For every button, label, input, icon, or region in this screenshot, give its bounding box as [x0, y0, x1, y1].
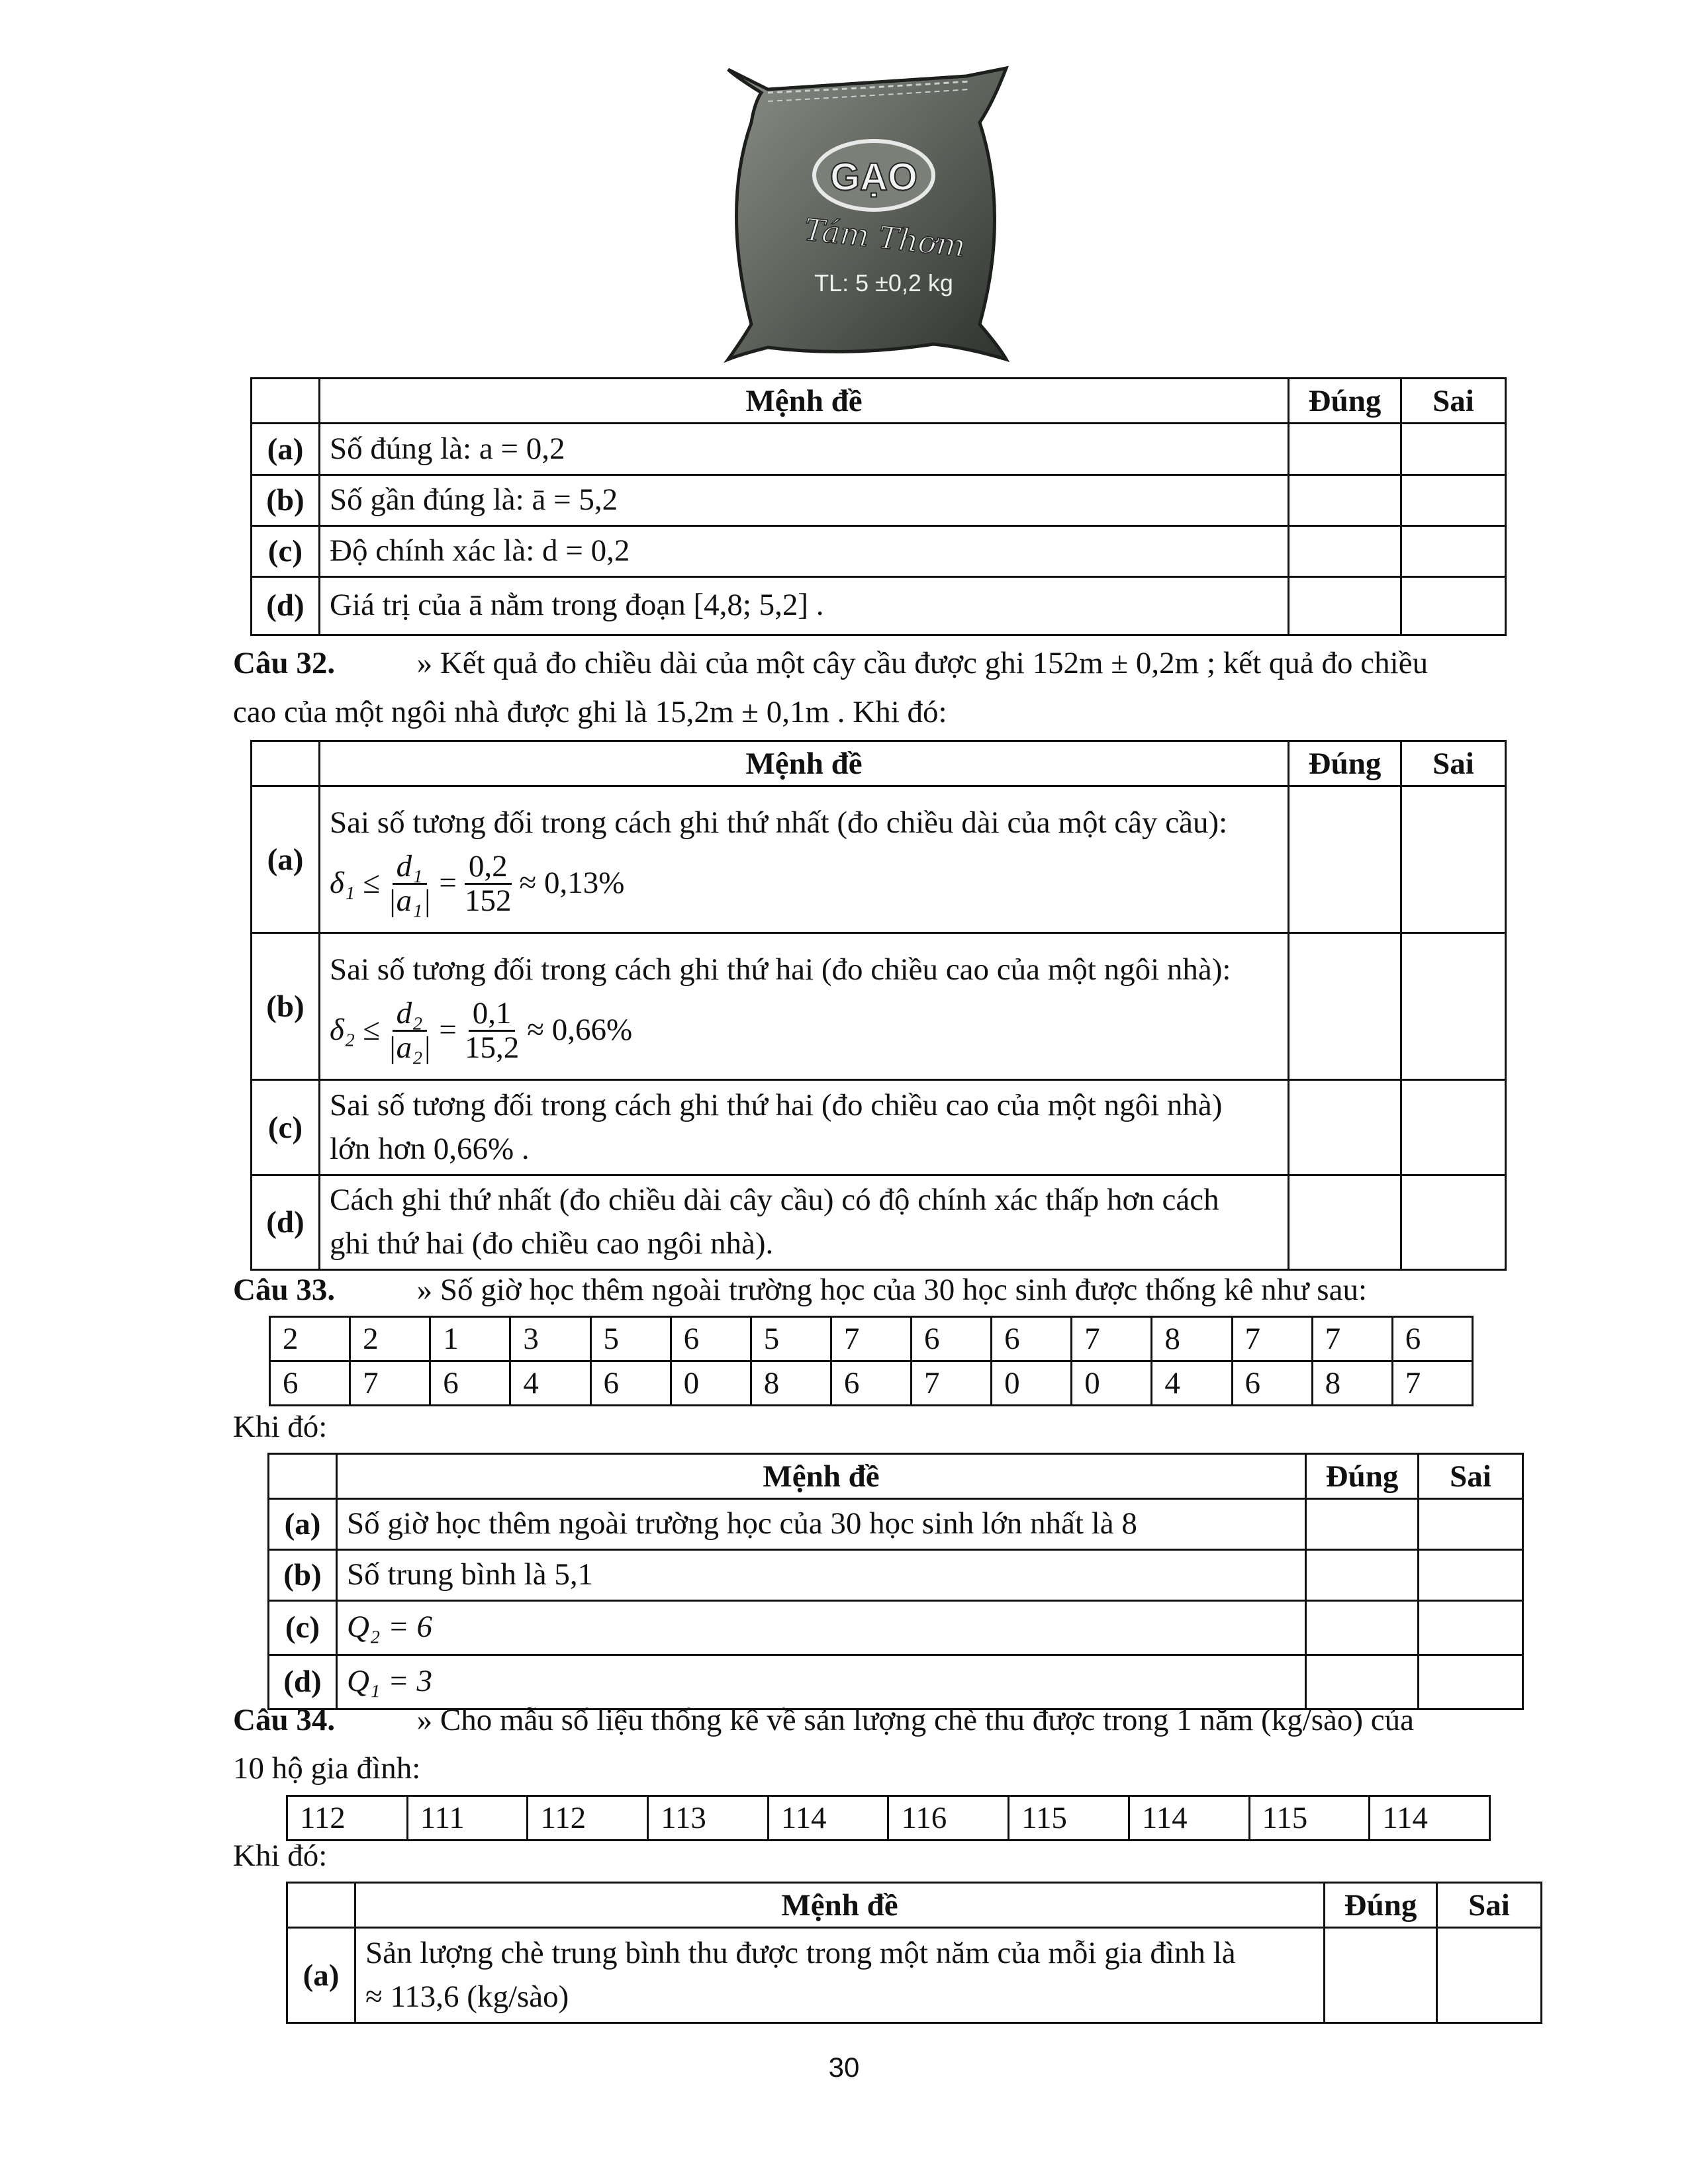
statement-text: ghi thứ hai (đo chiều cao ngôi nhà). — [330, 1226, 774, 1261]
row-label: (c) — [252, 525, 320, 576]
data-cell: 7 — [1392, 1361, 1472, 1406]
formula-left: δ₁ ≤ — [330, 866, 380, 901]
header-statement: Mệnh đề — [355, 1883, 1325, 1928]
true-answer-cell[interactable] — [1289, 576, 1401, 635]
row-label: (a) — [252, 786, 320, 933]
row-label: (a) — [269, 1499, 337, 1550]
data-cell: 0 — [671, 1361, 751, 1406]
statement-text: lớn hơn 0,66% . — [330, 1131, 530, 1166]
header-blank — [269, 1454, 337, 1499]
data-cell: 112 — [287, 1796, 408, 1841]
data-cell: 115 — [1249, 1796, 1370, 1841]
statement-cell — [320, 786, 1289, 933]
header-blank — [252, 379, 320, 424]
row-label: (d) — [252, 576, 320, 635]
statement-text: Giá trị của ā nằm trong đoạn [4,8; 5,2] . — [320, 576, 1289, 635]
data-row — [270, 1317, 1473, 1361]
data-cell: 3 — [510, 1317, 590, 1361]
statement-text: Q₂ = 6 — [337, 1600, 1306, 1655]
row-label: (c) — [252, 1080, 320, 1175]
formula-right: ≈ 0,13% — [519, 866, 625, 901]
data-cell: 111 — [407, 1796, 528, 1841]
row-label: (a) — [287, 1928, 355, 2023]
statement-text: Số trung bình là 5,1 — [337, 1549, 1306, 1600]
true-answer-cell[interactable] — [1289, 1175, 1401, 1270]
data-table-q34 — [286, 1795, 1491, 1841]
data-cell: 7 — [1072, 1317, 1152, 1361]
khi-do-label: Khi đó: — [233, 1410, 328, 1444]
data-cell: 7 — [912, 1361, 992, 1406]
statement-cell — [355, 1928, 1325, 2023]
data-cell: 7 — [831, 1317, 911, 1361]
statement-text: Cách ghi thứ nhất (đo chiều dài cây cầu) có độ chính xác thấp hơn cách — [330, 1183, 1219, 1217]
header-true: Đúng — [1289, 379, 1401, 424]
data-cell: 5 — [751, 1317, 831, 1361]
data-cell: 112 — [528, 1796, 648, 1841]
question-number: Câu 34. — [233, 1703, 336, 1737]
data-cell: 7 — [1312, 1317, 1392, 1361]
true-answer-cell[interactable] — [1325, 1928, 1437, 2023]
false-answer-cell[interactable] — [1401, 786, 1506, 933]
page-number: 30 — [828, 2052, 860, 2083]
header-blank — [252, 741, 320, 786]
data-cell: 6 — [590, 1361, 671, 1406]
false-answer-cell[interactable] — [1437, 1928, 1542, 2023]
data-cell: 5 — [590, 1317, 671, 1361]
statement-text: Sai số tương đối trong cách ghi thứ hai (đo chiều cao của một ngôi nhà) — [330, 1087, 1223, 1122]
data-cell: 114 — [768, 1796, 888, 1841]
data-cell: 115 — [1009, 1796, 1129, 1841]
header-true: Đúng — [1306, 1454, 1419, 1499]
rice-bag-name: Tám Thơm — [802, 211, 968, 264]
data-cell: 6 — [270, 1361, 350, 1406]
data-cell: 114 — [1370, 1796, 1490, 1841]
question-text: » Kết quả đo chiều dài của một cây cầu được ghi 152m ± 0,2m ; kết quả đo chiều — [416, 646, 1429, 680]
header-statement: Mệnh đề — [337, 1454, 1306, 1499]
question-32-line2: cao của một ngôi nhà được ghi là 15,2m ± 0,1m . Khi đó: — [233, 695, 947, 729]
statement-text: Sai số tương đối trong cách ghi thứ nhất (đo chiều dài của một cây cầu): — [330, 805, 1228, 840]
row-label: (b) — [252, 933, 320, 1080]
question-32-line1 — [233, 641, 1511, 686]
row-label: (c) — [269, 1600, 337, 1655]
row-label: (b) — [252, 475, 320, 526]
statement-text: Số giờ học thêm ngoài trường học của 30 học sinh lớn nhất là 8 — [337, 1499, 1306, 1550]
header-true: Đúng — [1289, 741, 1401, 786]
row-label: (d) — [252, 1175, 320, 1270]
rice-bag-brand: GẠO — [829, 156, 918, 199]
false-answer-cell[interactable] — [1401, 576, 1506, 635]
statement-text: Sản lượng chè trung bình thu được trong một năm của mỗi gia đình là — [365, 1935, 1236, 1970]
fraction-numerator: d₂ — [393, 997, 427, 1032]
false-answer-cell[interactable] — [1401, 475, 1506, 526]
statement-text: Q₁ = 3 — [337, 1655, 1306, 1709]
data-row — [287, 1796, 1490, 1841]
false-answer-cell[interactable] — [1419, 1600, 1523, 1655]
fraction-numerator: d₁ — [393, 850, 427, 885]
header-false: Sai — [1419, 1454, 1523, 1499]
false-answer-cell[interactable] — [1401, 525, 1506, 576]
data-cell: 0 — [1072, 1361, 1152, 1406]
data-cell: 8 — [1152, 1317, 1232, 1361]
statement-text: Số gần đúng là: ā = 5,2 — [320, 475, 1289, 526]
header-false: Sai — [1437, 1883, 1542, 1928]
data-cell: 0 — [992, 1361, 1072, 1406]
question-number: Câu 33. — [233, 1273, 336, 1307]
fraction — [384, 997, 436, 1065]
true-answer-cell[interactable] — [1306, 1600, 1419, 1655]
data-cell: 7 — [1232, 1317, 1312, 1361]
question-number: Câu 32. — [233, 646, 336, 680]
fraction-denominator: 152 — [464, 883, 512, 918]
rice-bag-image — [715, 63, 1019, 364]
row-label: (a) — [252, 424, 320, 475]
relative-error-formula: δ₁ ≤ $\frac{\text{d₁}}{\text{|a₁|}}$ = $\frac{0,2}{152}$ ≈ 0,13% — [330, 848, 625, 918]
question-34-line1 — [233, 1698, 1511, 1743]
data-table-q33 — [269, 1316, 1474, 1406]
statement-table-q33 — [267, 1453, 1524, 1710]
fraction — [461, 997, 523, 1065]
statement-cell — [320, 933, 1289, 1080]
rice-bag-drawing — [715, 63, 1019, 364]
header-true: Đúng — [1325, 1883, 1437, 1928]
statement-text: ≈ 113,6 (kg/sào) — [365, 1979, 569, 2014]
data-cell: 114 — [1129, 1796, 1249, 1841]
fraction-denominator: |a₁| — [387, 883, 432, 918]
false-answer-cell[interactable] — [1401, 933, 1506, 1080]
data-cell: 6 — [831, 1361, 911, 1406]
false-answer-cell[interactable] — [1401, 1080, 1506, 1175]
true-answer-cell[interactable] — [1306, 1549, 1419, 1600]
true-answer-cell[interactable] — [1306, 1499, 1419, 1550]
statement-table-q34 — [286, 1882, 1542, 2024]
formula-left: δ₂ ≤ — [330, 1013, 380, 1048]
fraction — [461, 850, 516, 918]
data-cell: 2 — [350, 1317, 430, 1361]
statement-text: Độ chính xác là: d = 0,2 — [320, 525, 1289, 576]
row-label: (d) — [269, 1655, 337, 1709]
true-answer-cell[interactable] — [1289, 933, 1401, 1080]
khi-do-label: Khi đó: — [233, 1839, 328, 1873]
data-cell: 2 — [270, 1317, 350, 1361]
relative-error-formula: δ₂ ≤ $\frac{\text{d₂}}{\text{|a₂|}}$ = $\frac{0,1}{15,2}$ ≈ 0,66% — [330, 995, 633, 1065]
header-statement: Mệnh đề — [320, 741, 1289, 786]
true-answer-cell[interactable] — [1289, 1080, 1401, 1175]
statement-text: Sai số tương đối trong cách ghi thứ hai (đo chiều cao của một ngôi nhà): — [330, 952, 1231, 987]
data-cell: 116 — [888, 1796, 1009, 1841]
false-answer-cell[interactable] — [1401, 1175, 1506, 1270]
fraction-numerator: 0,1 — [469, 997, 516, 1032]
row-label: (b) — [269, 1549, 337, 1600]
data-cell: 6 — [992, 1317, 1072, 1361]
data-cell: 113 — [648, 1796, 769, 1841]
header-false: Sai — [1401, 741, 1506, 786]
true-answer-cell[interactable] — [1289, 475, 1401, 526]
false-answer-cell[interactable] — [1401, 424, 1506, 475]
header-false: Sai — [1401, 379, 1506, 424]
statement-table-q32 — [250, 740, 1507, 1271]
true-answer-cell[interactable] — [1289, 424, 1401, 475]
data-cell: 6 — [430, 1361, 510, 1406]
data-cell: 7 — [350, 1361, 430, 1406]
question-text: » Cho mẫu số liệu thống kê về sản lượng chè thu được trong 1 năm (kg/sào) của — [416, 1703, 1415, 1737]
header-statement: Mệnh đề — [320, 379, 1289, 424]
data-cell: 4 — [510, 1361, 590, 1406]
data-cell: 8 — [1312, 1361, 1392, 1406]
statement-cell — [320, 1175, 1289, 1270]
data-cell: 4 — [1152, 1361, 1232, 1406]
question-34-line2: 10 hộ gia đình: — [233, 1751, 421, 1786]
data-cell: 6 — [912, 1317, 992, 1361]
statement-cell — [320, 1080, 1289, 1175]
true-answer-cell[interactable] — [1289, 525, 1401, 576]
formula-right: ≈ 0,66% — [527, 1013, 633, 1048]
header-blank — [287, 1883, 355, 1928]
data-cell: 6 — [671, 1317, 751, 1361]
question-33-line1 — [233, 1267, 1511, 1312]
data-cell: 6 — [1392, 1317, 1472, 1361]
fraction-denominator: |a₂| — [387, 1030, 432, 1065]
rice-bag-weight: TL: 5 ±0,2 kg — [814, 269, 953, 296]
question-text: » Số giờ học thêm ngoài trường học của 30 học sinh được thống kê như sau: — [416, 1273, 1368, 1307]
statement-table-q31 — [250, 377, 1507, 636]
fraction — [384, 850, 436, 918]
data-cell: 1 — [430, 1317, 510, 1361]
statement-text: Số đúng là: a = 0,2 — [320, 424, 1289, 475]
data-cell: 8 — [751, 1361, 831, 1406]
fraction-numerator: 0,2 — [465, 850, 512, 885]
fraction-denominator: 15,2 — [464, 1030, 520, 1065]
false-answer-cell[interactable] — [1419, 1499, 1523, 1550]
data-cell: 6 — [1232, 1361, 1312, 1406]
false-answer-cell[interactable] — [1419, 1549, 1523, 1600]
true-answer-cell[interactable] — [1289, 786, 1401, 933]
data-row — [270, 1361, 1473, 1406]
